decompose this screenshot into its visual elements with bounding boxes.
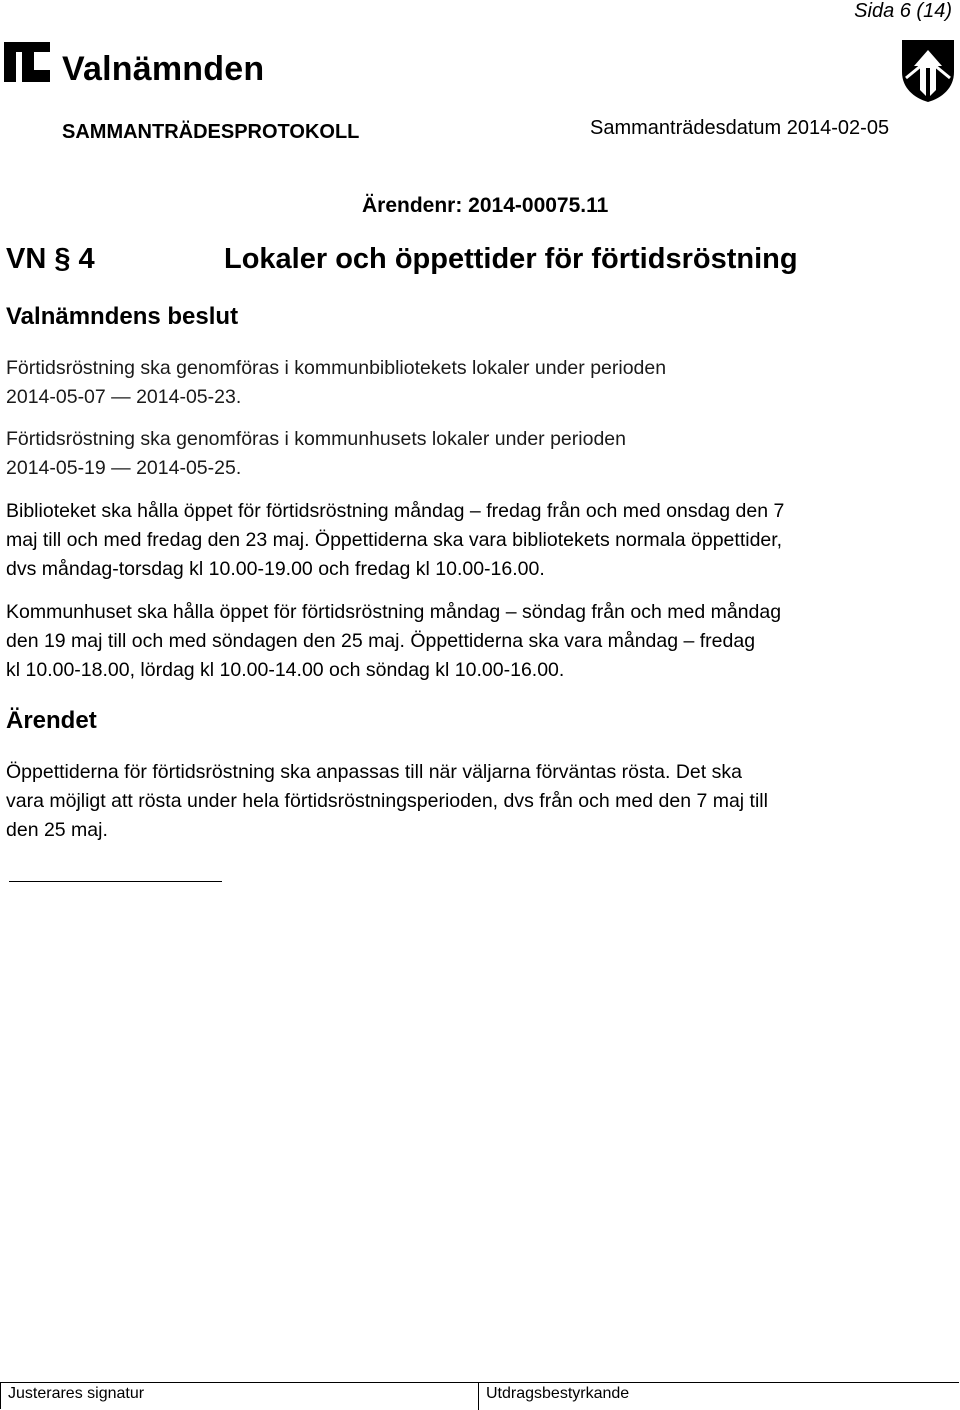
paragraph-line: kl 10.00-18.00, lördag kl 10.00-14.00 och söndag kl 10.00-16.00. — [6, 659, 565, 681]
page-number: Sida 6 (14) — [854, 0, 952, 22]
paragraph-line: 2014-05-19 — 2014-05-25. — [6, 457, 242, 479]
paragraph-line: Biblioteket ska hålla öppet för förtidsröstning måndag – fredag från och med onsdag den 7 — [6, 500, 785, 522]
coat-of-arms-icon — [900, 38, 956, 104]
paragraph-line: den 19 maj till och med söndagen den 25 maj. Öppettiderna ska vara måndag – fredag — [6, 630, 756, 652]
matter-heading: Ärendet — [6, 707, 97, 734]
case-number: Ärendenr: 2014-00075.11 — [362, 194, 609, 217]
paragraph-line: Förtidsröstning ska genomföras i kommunhusets lokaler under perioden — [6, 428, 626, 450]
separator-rule — [9, 881, 222, 882]
protocol-title: SAMMANTRÄDESPROTOKOLL — [62, 121, 360, 143]
section-id: VN § 4 — [6, 243, 95, 275]
signature-field: Justerares signatur — [8, 1385, 145, 1402]
municipality-logo-icon — [4, 42, 50, 82]
paragraph-line: maj till och med fredag den 23 maj. Öppettiderna ska vara bibliotekets normala öppettider, — [6, 529, 783, 551]
section-title: Lokaler och öppettider för förtidsröstning — [224, 243, 798, 275]
footer-divider — [478, 1382, 479, 1410]
matter-paragraph — [6, 758, 866, 845]
paragraph-line: Öppettiderna för förtidsröstning ska anpassas till när väljarna förväntas rösta. Det ska — [6, 761, 742, 783]
paragraph-line: den 25 maj. — [6, 819, 108, 841]
decision-paragraph — [6, 497, 866, 584]
paragraph-line: 2014-05-07 — 2014-05-23. — [6, 386, 242, 408]
paragraph-line: vara möjligt att rösta under hela förtidsröstningsperioden, dvs från och med den 7 maj till — [6, 790, 768, 812]
extract-field: Utdragsbestyrkande — [486, 1385, 630, 1402]
paragraph-line: Kommunhuset ska hålla öppet för förtidsröstning måndag – söndag från och med måndag — [6, 601, 782, 623]
decision-paragraph — [6, 425, 866, 483]
org-name: Valnämnden — [62, 50, 265, 88]
decision-paragraph — [6, 598, 866, 685]
decision-paragraph — [6, 354, 866, 412]
paragraph-line: dvs måndag-torsdag kl 10.00-19.00 och fredag kl 10.00-16.00. — [6, 558, 545, 580]
decision-heading: Valnämndens beslut — [6, 303, 239, 330]
meeting-date: Sammanträdesdatum 2014-02-05 — [590, 117, 890, 139]
paragraph-line: Förtidsröstning ska genomföras i kommunbibliotekets lokaler under perioden — [6, 357, 667, 379]
